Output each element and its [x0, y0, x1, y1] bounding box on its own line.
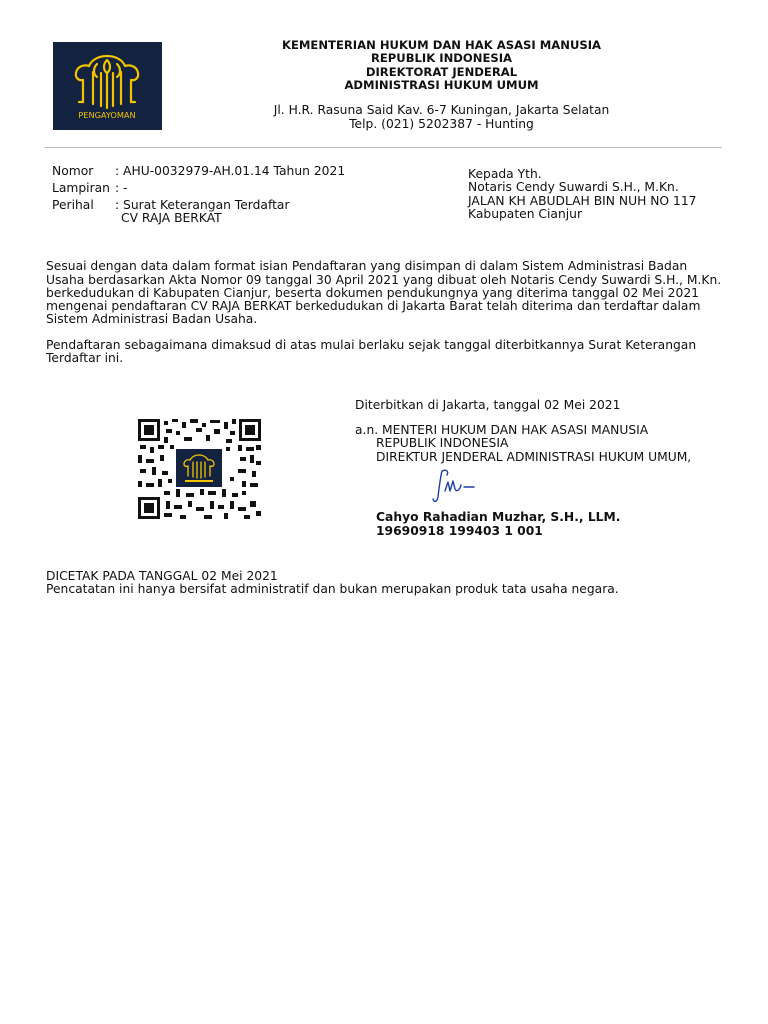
logo-caption: PENGAYOMAN [78, 110, 136, 120]
body-paragraph-1-line-2: Usaha berdasarkan Akta Nomor 09 tanggal 30 April 2021 yang dibuat oleh Notaris Cendy Suwardi S.H., M.Kn. [46, 273, 722, 287]
perihal-label: Perihal [52, 198, 94, 212]
signatory-title: DIREKTUR JENDERAL ADMINISTRASI HUKUM UMUM, [376, 450, 692, 464]
body-paragraph-2-line-1: Pendaftaran sebagaimana dimaksud di atas mulai berlaku sejak tanggal diterbitkannya Surat Keterangan [46, 338, 697, 352]
lampiran-label: Lampiran [52, 181, 110, 195]
printed-date: DICETAK PADA TANGGAL 02 Mei 2021 [46, 569, 278, 583]
recipient-street: JALAN KH ABUDLAH BIN NUH NO 117 [468, 194, 697, 208]
perihal-company: CV RAJA BERKAT [121, 211, 222, 225]
body-paragraph-1-line-4: mengenai pendaftaran CV RAJA BERKAT berkedudukan di Jakarta Barat telah diterima dan terdaftar dalam [46, 299, 701, 313]
header-ministry: KEMENTERIAN HUKUM DAN HAK ASASI MANUSIA [281, 38, 602, 52]
header-divider [45, 147, 722, 148]
header-republic: REPUBLIK INDONESIA [370, 51, 513, 65]
body-paragraph-1-line-5: Sistem Administrasi Badan Usaha. [46, 312, 258, 326]
signatory-nip: 19690918 199403 1 001 [376, 524, 543, 538]
nomor-label: Nomor [52, 164, 94, 178]
nomor-value: : AHU-0032979-AH.01.14 Tahun 2021 [115, 164, 346, 178]
header-directorate: DIREKTORAT JENDERAL [365, 65, 518, 79]
recipient-city: Kabupaten Cianjur [468, 207, 583, 221]
body-paragraph-2-line-2: Terdaftar ini. [46, 351, 124, 365]
on-behalf-line: a.n. MENTERI HUKUM DAN HAK ASASI MANUSIA [355, 423, 649, 437]
body-paragraph-1-line-1: Sesuai dengan data dalam format isian Pendaftaran yang disimpan di dalam Sistem Administrasi Badan [46, 259, 688, 273]
perihal-value: : Surat Keterangan Terdaftar [115, 198, 290, 212]
header-phone: Telp. (021) 5202387 - Hunting [349, 117, 534, 131]
signatory-name: Cahyo Rahadian Muzhar, S.H., LLM. [376, 510, 621, 524]
handwritten-signature [430, 465, 480, 507]
body-paragraph-1-line-3: berkedudukan di Kabupaten Cianjur, beserta dokumen pendukungnya yang diterima tanggal 02 Mei 2021 [46, 286, 699, 300]
qr-center-logo [176, 449, 222, 487]
header-ahu: ADMINISTRASI HUKUM UMUM [344, 78, 539, 92]
recipient-name: Notaris Cendy Suwardi S.H., M.Kn. [468, 180, 679, 194]
recipient-greeting: Kepada Yth. [468, 167, 542, 181]
issued-place-date: Diterbitkan di Jakarta, tanggal 02 Mei 2021 [355, 398, 621, 412]
disclaimer: Pencatatan ini hanya bersifat administratif dan bukan merupakan produk tata usaha negara. [46, 582, 619, 596]
lampiran-value: : - [115, 181, 128, 195]
pengayoman-logo [53, 42, 162, 130]
signatory-republic: REPUBLIK INDONESIA [376, 436, 509, 450]
header-address: Jl. H.R. Rasuna Said Kav. 6-7 Kuningan, Jakarta Selatan [273, 103, 610, 117]
